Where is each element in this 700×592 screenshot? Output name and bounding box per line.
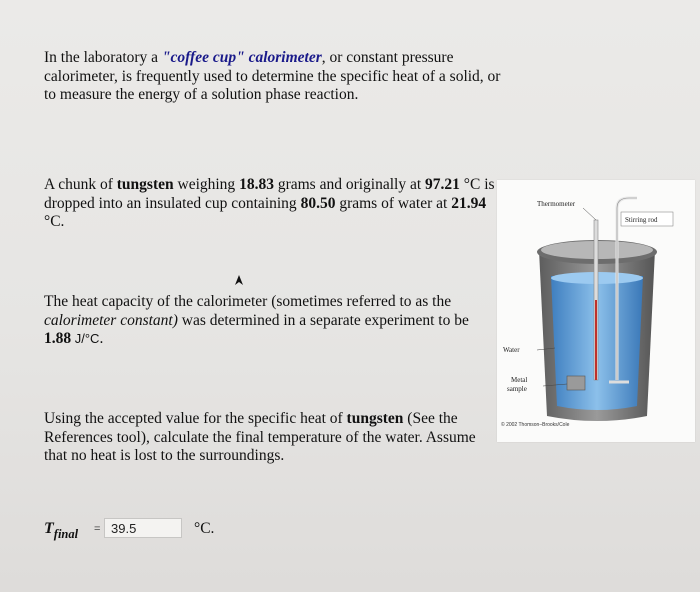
final-temperature-input[interactable] [104,518,182,538]
cal-text-3: . [99,330,104,347]
t-subscript: final [53,527,79,541]
copyright-text: © 2002 Thomson–Brooks/Cole [501,422,570,428]
water-mass: 80.50 [300,194,336,212]
intro-text-2: , or constant pressure calorimeter, is frequently used to determine the specific heat of a solid, or to measure the energy of a solution phase reaction. [44,49,501,103]
answer-unit: °C. [194,520,215,537]
mouse-cursor-icon [233,273,245,287]
intro-text-1: In the laboratory a [44,49,162,66]
task-metal-name: tungsten [346,410,404,427]
water-initial-temp: 21.94 [451,194,487,212]
intro-paragraph [44,49,514,105]
metal-name: tungsten [116,176,174,193]
metal-label-line1: Metal [511,376,528,384]
thermometer-column [595,300,597,380]
metal-label-line2: sample [507,385,527,393]
cal-text-2: was determined in a separate experiment to be [177,311,469,329]
calorimeter-constant-paragraph [44,293,499,349]
task-text-1: Using the accepted value for the specific heat of [44,410,347,427]
problem-text-2: weighing [173,176,240,193]
stirring-rod-label: Stirring rod [625,216,658,224]
task-paragraph [44,410,499,466]
problem-text-3: grams and originally at [273,176,426,193]
calorimeter-constant-value: 1.88 [44,330,72,347]
calorimeter-constant-unit: J/°C [71,331,100,346]
equals-sign: = [94,523,101,535]
metal-sample [567,376,585,390]
metal-mass: 18.83 [239,176,274,193]
t-final-label [44,520,79,541]
water-label: Water [503,346,520,354]
problem-text-6: °C. [44,213,65,230]
task-text-2: (See the References tool), calculate the final temperature of the water. Assume that no heat is lost to the surroundings. [44,410,476,464]
problem-paragraph [44,176,499,232]
metal-initial-temp: 97.21 [425,176,460,193]
problem-text-4: °C is dropped into an insulated cup containing [44,176,495,212]
t-symbol: T [44,520,54,537]
coffee-cup-term: "coffee cup" calorimeter [161,49,322,66]
cal-text-1: The heat capacity of the calorimeter (sometimes referred to as the [44,293,452,310]
thermometer-leader [583,208,596,220]
problem-text-5: grams of water at [335,194,452,212]
problem-text-1: A chunk of [44,176,117,193]
thermometer-label: Thermometer [537,200,576,208]
calorimeter-constant-term: calorimeter constant) [44,311,178,329]
calorimeter-diagram [497,180,695,442]
calorimeter-figure [497,180,695,442]
